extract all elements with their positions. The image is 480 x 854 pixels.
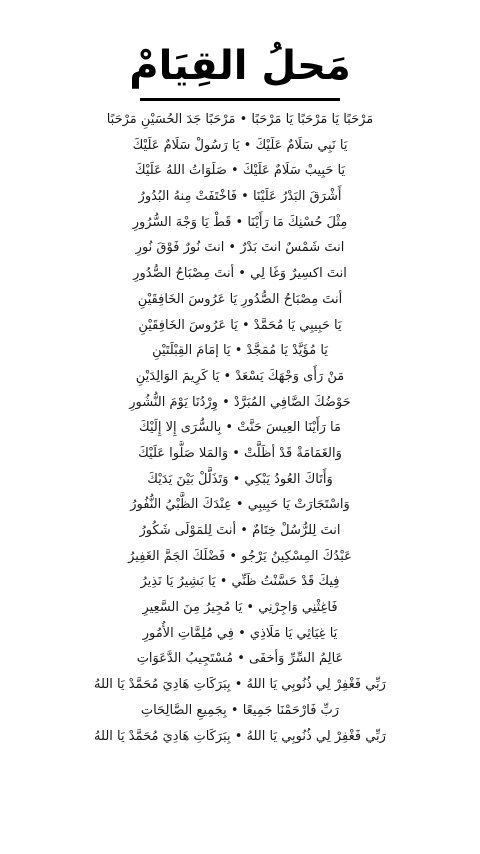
verse-line: انتَ لِلرُّسُلْ خِتَامٌ • أنتَ لِلمَوْلَى شَكُورُ: [139, 523, 341, 538]
verse-line: حَوْضُكَ الصَّافِي المُبَرَّدْ • وِرْدُنَا يَوْمَ النُّشُورِ: [129, 394, 351, 410]
verse-line: يَا حَبِيبْ سَلَامٌ عَلَيْكَ • صَلَوَاتُ اللهُ عَلَيْكَ: [134, 163, 346, 179]
verse-line: يَا نَبِي سَلَامٌ عَلَيْكَ • يَا رَسُولْ سَلَامٌ عَلَيْكَ: [132, 137, 348, 153]
verse-line: وَاسْتَجَارَتْ يَا حَبِيبِي • عِنْدَكَ الظَّبْيُ النُّفُورُ: [130, 497, 350, 513]
verse-line: انتَ اكسِيرٌ وَغَا لِي • أنتَ مِصْبَاحُ الصُّدُورِ: [133, 266, 347, 282]
verse-line: فِيكَ قَدْ حَسَّنْتُ ظَنِّي • يَا بَشِيرُ يَا نَذِيرُ: [140, 574, 340, 590]
verse-line: انتَ شَمْسٌ انتَ بَدْرٌ • انتَ نُورٌ فَوْقَ نُورِ: [135, 240, 345, 256]
verse-line: يَا حَبِيبِي يَا مُحَمَّدْ • يَا عَرُوسَ الخَافِقَيْنِ: [138, 317, 342, 333]
verse-line: رَبِّ فَارْحَمْنَا جَمِيعًا • بِجَمِيعِ الصَّالِحَاتِ: [140, 702, 340, 718]
page-title: مَحلُ القِيَامْ: [129, 43, 351, 89]
verse-line: مَا رَأَيْنَا العِيسَ حَنَّتْ • بِالسُّرَى إِلا إِلَيْكَ: [139, 420, 341, 436]
verse-line: يَا مُؤَيَّدْ يَا مُمَجَّدْ • يَا إمَامَ القِبْلَتَيْنِ: [152, 343, 328, 359]
verse-line: وَالغَمَامَةْ قَدْ أظَلَّتْ • وَالمَلا صَلُّوا عَلَيْكَ: [138, 445, 342, 461]
verse-line: رَبِّي فَغْفِرْ لِي ذُنُوبِي يَا اللهُ • بِبَرَكَاتِ هَادِيَ مُحَمَّدْ يَا اللهُ: [94, 677, 386, 693]
verse-line: مَرْحَبًا يَا مَرْحَبًا يَا مَرْحَبًا • مَرْحَبًا جَدَ الحُسَيْنِ مَرْحَبًا: [106, 112, 374, 127]
verse-line: رَبِّي فَغْفِرْ لِي ذُنُوبِي يَا اللهُ • بِبَرَكَاتِ هَادِيَ مُحَمَّدْ يَا اللهُ: [94, 728, 386, 744]
verse-line: مَنْ رَأَى وَجْهَكَ يَسْعَدْ • يَا كَرِيمَ الوَالِدَيْنِ: [135, 368, 345, 384]
verse-line: مِثْلَ حُسْنِكَ مَا رَأَيْنَا • قَطْ يَا وَجْهَ السُّرُورِ: [132, 214, 348, 230]
verse-line: وَأَتَاكَ العُودُ يَبْكِي • وَتَذَلَّلْ بَيْنَ يَدَيْكَ: [147, 471, 333, 487]
verse-line: فَاغِثْنِي وَاجِرْنِي • يَا مُجِيرُ مِنَ السَّعِيرِ: [142, 600, 338, 616]
verse-list: [0, 107, 480, 749]
verse-line: عَالِمُ السِّرِّ وَأخفَى • مُسْتَجِيبُ الدَّعَوَاتِ: [136, 651, 344, 667]
title-underline: [140, 98, 340, 101]
verse-line: أنتَ مِصْبَاحُ الصُّدُورِ يَا عَرُوسَ الخَافِقَيْنِ: [137, 291, 343, 307]
verse-line: أَشْرَقَ البَدْرُ عَلَيْنَا • فَاخْتَفَتْ مِنهُ البُدُورُ: [138, 189, 342, 205]
verse-line: يَا غِيَاثِي يَا مَلَاذِي • فِي مُلِمَّاتِ الأُمُورِ: [142, 625, 338, 641]
verse-line: عَبْدُكَ المِسْكِينُ يَرْجُو • فَضْلَكَ الجَمَّ الغَفِيرُ: [128, 548, 352, 564]
